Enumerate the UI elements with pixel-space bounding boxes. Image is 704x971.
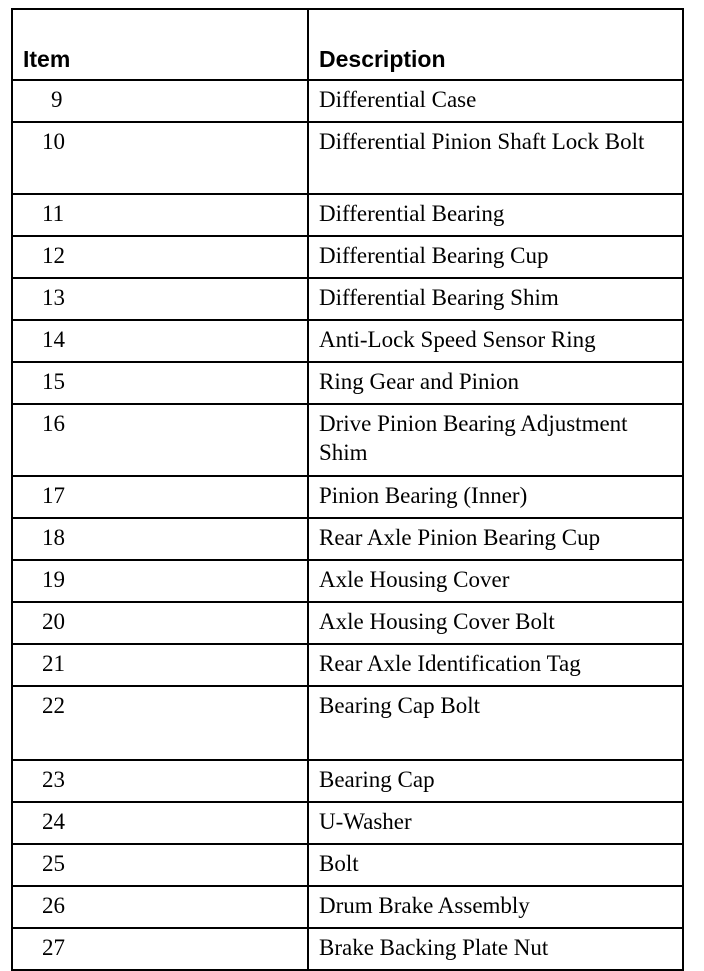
table-row — [12, 362, 683, 404]
item-description: Ring Gear and Pinion — [308, 362, 683, 404]
table-row — [12, 80, 683, 122]
table-row — [12, 404, 683, 476]
item-description: Drive Pinion Bearing Adjustment Shim — [308, 404, 683, 476]
table-row — [12, 602, 683, 644]
table-row — [12, 320, 683, 362]
table-row — [12, 518, 683, 560]
item-description: Differential Bearing — [308, 194, 683, 236]
item-number: 17 — [12, 476, 308, 518]
table-row — [12, 236, 683, 278]
table-row — [12, 122, 683, 194]
item-description: Bolt — [308, 844, 683, 886]
item-number: 14 — [12, 320, 308, 362]
item-number: 15 — [12, 362, 308, 404]
table-row — [12, 886, 683, 928]
table-row — [12, 928, 683, 970]
item-description: Differential Pinion Shaft Lock Bolt — [308, 122, 683, 194]
item-description: Bearing Cap — [308, 760, 683, 802]
table-row — [12, 644, 683, 686]
column-header-description: Description — [308, 9, 683, 80]
table-row — [12, 760, 683, 802]
item-description: Differential Bearing Cup — [308, 236, 683, 278]
item-description: U-Washer — [308, 802, 683, 844]
item-description: Pinion Bearing (Inner) — [308, 476, 683, 518]
item-number: 24 — [12, 802, 308, 844]
item-number: 16 — [12, 404, 308, 476]
item-number: 12 — [12, 236, 308, 278]
item-number: 20 — [12, 602, 308, 644]
item-description: Axle Housing Cover — [308, 560, 683, 602]
item-number: 11 — [12, 194, 308, 236]
table-row — [12, 476, 683, 518]
item-number: 9 — [12, 80, 308, 122]
item-description: Axle Housing Cover Bolt — [308, 602, 683, 644]
item-number: 21 — [12, 644, 308, 686]
item-description: Drum Brake Assembly — [308, 886, 683, 928]
table-row — [12, 194, 683, 236]
table-row — [12, 802, 683, 844]
item-description: Differential Case — [308, 80, 683, 122]
item-number: 27 — [12, 928, 308, 970]
table-row — [12, 686, 683, 760]
item-description: Bearing Cap Bolt — [308, 686, 683, 760]
table-row — [12, 278, 683, 320]
item-description: Anti-Lock Speed Sensor Ring — [308, 320, 683, 362]
item-description: Rear Axle Pinion Bearing Cup — [308, 518, 683, 560]
item-number: 10 — [12, 122, 308, 194]
item-number: 23 — [12, 760, 308, 802]
table-row — [12, 844, 683, 886]
item-number: 22 — [12, 686, 308, 760]
item-description: Differential Bearing Shim — [308, 278, 683, 320]
item-number: 26 — [12, 886, 308, 928]
item-number: 13 — [12, 278, 308, 320]
item-number: 19 — [12, 560, 308, 602]
item-number: 18 — [12, 518, 308, 560]
item-number: 25 — [12, 844, 308, 886]
item-description: Rear Axle Identification Tag — [308, 644, 683, 686]
table-row — [12, 560, 683, 602]
parts-table — [11, 8, 684, 971]
item-description: Brake Backing Plate Nut — [308, 928, 683, 970]
column-header-item: Item — [12, 9, 308, 80]
table-header-row — [12, 9, 683, 80]
